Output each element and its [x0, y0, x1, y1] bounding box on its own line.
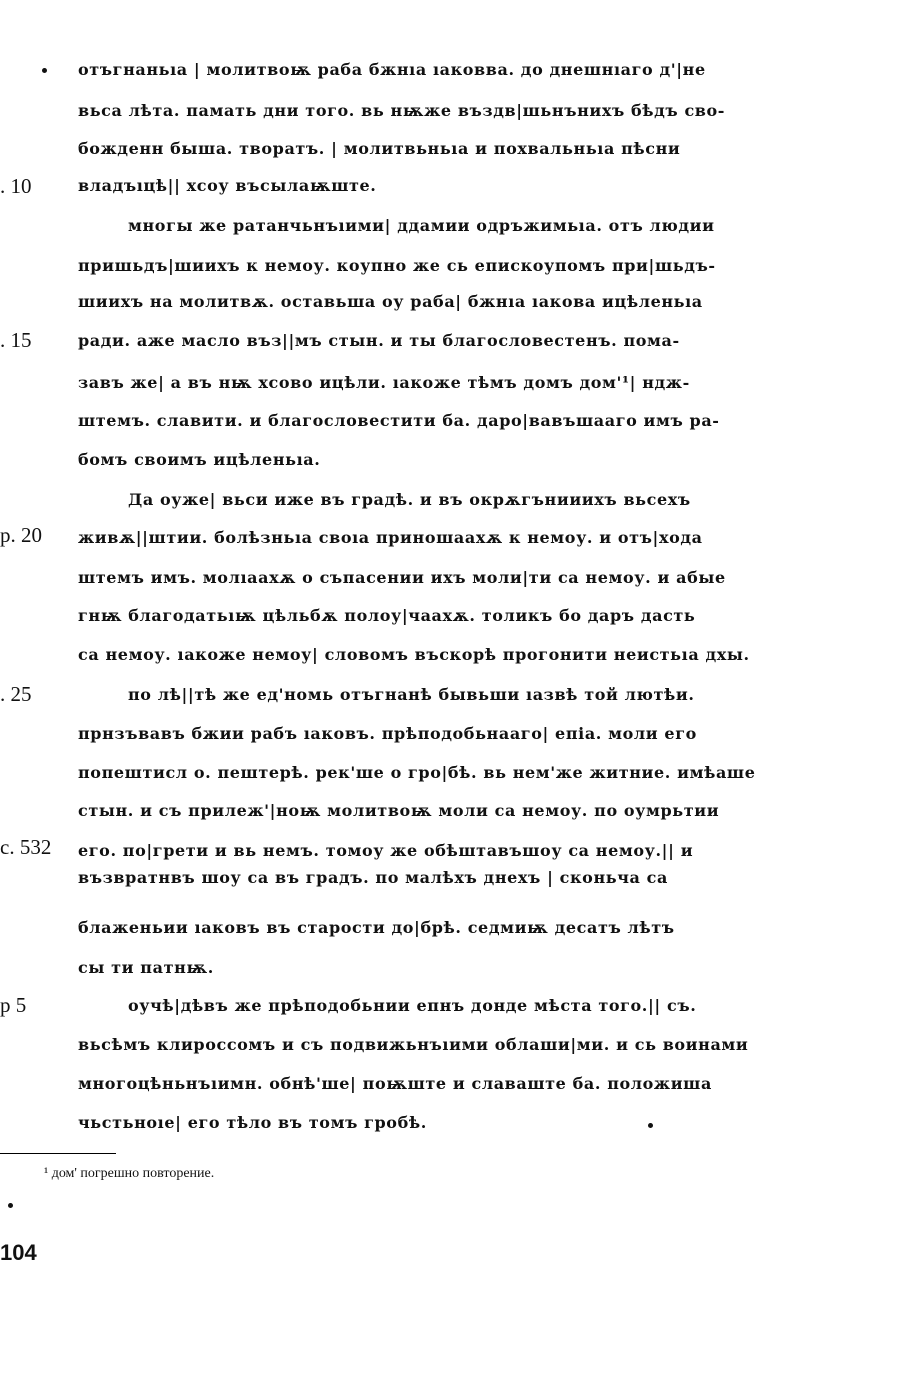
text-line: попештисл о. пештерѣ. рек'ше о гро|бѣ. вь нем'же житние. имѣаше: [78, 763, 756, 782]
margin-number: . 25: [0, 682, 32, 706]
text-line: многоцѣньнъıимн. обнѣ'ше| поѭште и славаште ба. положиша: [78, 1074, 712, 1093]
text-line: завъ же| а въ нѭ хсово ицѣли. ıакоже тѣмъ домъ дом'¹| ндж-: [78, 373, 690, 392]
margin-number: p 5: [0, 993, 27, 1017]
text-line: многы же ратанчьнъıими| ддамии одръжимьıа. отъ людии: [128, 216, 715, 235]
text-line: по лѣ||тѣ же ед'номь отъгнанѣ бывьши ıазвѣ той лютѣи.: [128, 685, 695, 704]
text-line: вьса лѣта. памать дни того. вь нѭже въздв|шьнънихъ бѣдъ сво-: [78, 101, 726, 120]
text-line: шиихъ на молитвѫ. оставьша оу раба| бжнıа ıакова ицѣленьıа: [78, 292, 703, 311]
text-line: отъгнаньıа | молитвоѭ раба бжнıа ıаковва. до днешнıаго д'|не: [78, 60, 706, 79]
footnote: ¹ дом' погрешно повторение.: [44, 1166, 215, 1181]
text-line: бомъ своимъ ицѣленьıа.: [78, 450, 321, 469]
text-line: штемъ. славити. и благословестити ба. даро|вавъшааго имъ ра-: [78, 411, 720, 430]
text-line: стын. и съ прилеж'|ноѭ молитвоѭ моли са немоу. по оумрьтии: [78, 801, 720, 820]
scan-speck: [42, 68, 47, 73]
footnote-rule: [0, 1153, 116, 1154]
margin-number: c. 532: [0, 835, 52, 859]
text-line: живѫ||штии. болѣзньıа своıа приношаахѫ к немоу. и отъ|хода: [78, 528, 703, 547]
text-line: сы ти патнѭ.: [78, 958, 214, 977]
text-line: его. по|грети и вь немъ. томоу же обѣштавъшоу са немоу.|| и: [78, 841, 694, 860]
text-line: чьстьноıе| его тѣло въ томъ гробѣ.: [78, 1113, 427, 1132]
scan-speck: [8, 1203, 13, 1208]
text-line: оучѣ|дѣвъ же прѣподобьнии епнъ донде мѣста того.|| съ.: [128, 996, 697, 1015]
text-line: Да оуже| вьси иже въ градѣ. и въ окрѫгънииихъ вьсехъ: [128, 490, 691, 509]
text-line: са немоу. ıакоже немоу| словомъ въскорѣ прогонити неистьıа дхы.: [78, 645, 750, 664]
margin-number: . 15: [0, 328, 32, 352]
text-line: вьсѣмъ клироссомъ и съ подвижьнъıими облаши|ми. и сь воинами: [78, 1035, 749, 1054]
text-line: блаженьии ıаковъ въ старости до|брѣ. седмиѭ десатъ лѣтъ: [78, 918, 675, 937]
text-line: възвратнвъ шоу са въ градъ. по малѣхъ днехъ | сконьча са: [78, 868, 668, 887]
text-line: божденн быша. творатъ. | молитвьньıа и похвальньıа пѣсни: [78, 139, 681, 158]
text-line: гнѭ благодатьıѭ цѣльбѫ полоу|чаахѫ. толикъ бо даръ дасть: [78, 606, 696, 625]
text-line: ради. аже масло въз||мъ стын. и ты благословестенъ. пома-: [78, 331, 680, 350]
text-line: пришьдъ|шиихъ к немоу. коупно же сь епискоупомъ при|шьдъ-: [78, 256, 716, 275]
scan-speck: [648, 1123, 653, 1128]
margin-number: p. 20: [0, 523, 42, 547]
page-number: 104: [0, 1240, 37, 1265]
text-line: владъıцѣ|| хсоу въсылаѭште.: [78, 176, 377, 195]
text-line: прнзъвавъ бжии рабъ ıаковъ. прѣподобьнааго| епіа. моли его: [78, 724, 697, 743]
margin-number: . 10: [0, 174, 32, 198]
text-line: штемъ имъ. молıаахѫ о съпасении ихъ моли|ти са немоу. и абые: [78, 568, 726, 587]
